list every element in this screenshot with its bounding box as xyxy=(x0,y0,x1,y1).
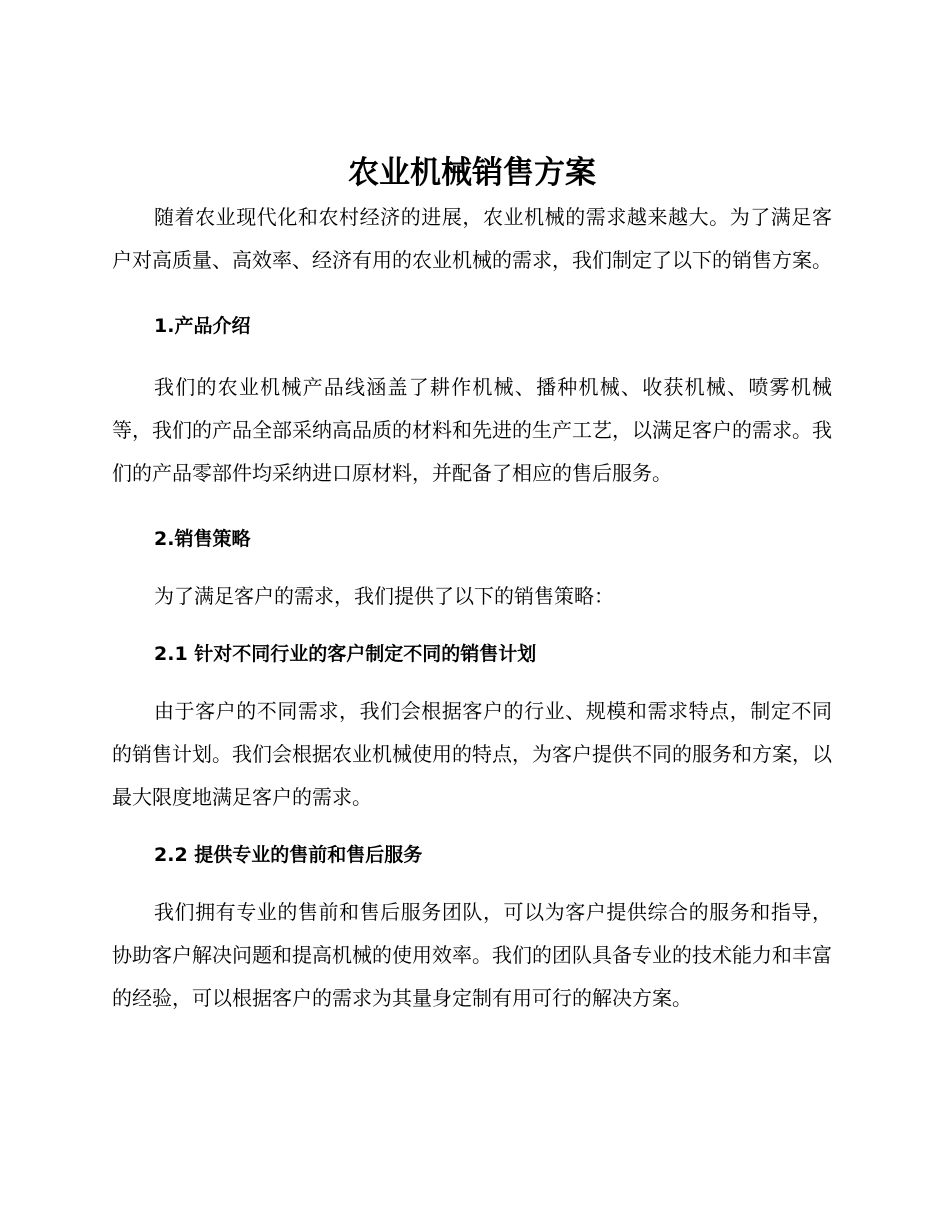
spacer xyxy=(112,282,832,314)
document-page xyxy=(112,150,832,1020)
section-paragraph-product-intro: 我们的农业机械产品线涵盖了耕作机械、播种机械、收获机械、喷雾机械等，我们的产品全部采纳高品质的材料和先进的生产工艺，以满足客户的需求。我们的产品零部件均采纳进口原材料，并配备了相应的售后服务。 xyxy=(112,375,832,485)
spacer xyxy=(112,551,832,575)
spacer xyxy=(112,666,832,690)
spacer xyxy=(112,618,832,642)
section-paragraph-sales-strategy: 为了满足客户的需求，我们提供了以下的销售策略： xyxy=(154,584,614,608)
section-paragraph-services: 我们拥有专业的售前和售后服务团队，可以为客户提供综合的服务和指导，协助客户解决问题和提高机械的使用效率。我们的团队具备专业的技术能力和丰富的经验，可以根据客户的需求为其量身定制有用可行的解决方案。 xyxy=(112,900,832,1010)
section-heading-targeted-plans: 2.1 针对不同行业的客户制定不同的销售计划 xyxy=(154,643,537,665)
section-paragraph-targeted-plans: 由于客户的不同需求，我们会根据客户的行业、规模和需求特点，制定不同的销售计划。我们会根据农业机械使用的特点，为客户提供不同的服务和方案，以最大限度地满足客户的需求。 xyxy=(112,699,832,809)
section-heading-services: 2.2 提供专业的售前和售后服务 xyxy=(154,844,423,866)
spacer xyxy=(112,819,832,843)
intro-paragraph: 随着农业现代化和农村经济的进展，农业机械的需求越来越大。为了满足客户对高质量、高效率、经济有用的农业机械的需求，我们制定了以下的销售方案。 xyxy=(112,205,832,272)
section-heading-sales-strategy: 2.销售策略 xyxy=(154,528,251,550)
spacer xyxy=(112,338,832,366)
spacer xyxy=(112,495,832,527)
section-heading-product-intro: 1.产品介绍 xyxy=(154,315,251,337)
spacer xyxy=(112,867,832,891)
document-title: 农业机械销售方案 xyxy=(348,155,596,191)
